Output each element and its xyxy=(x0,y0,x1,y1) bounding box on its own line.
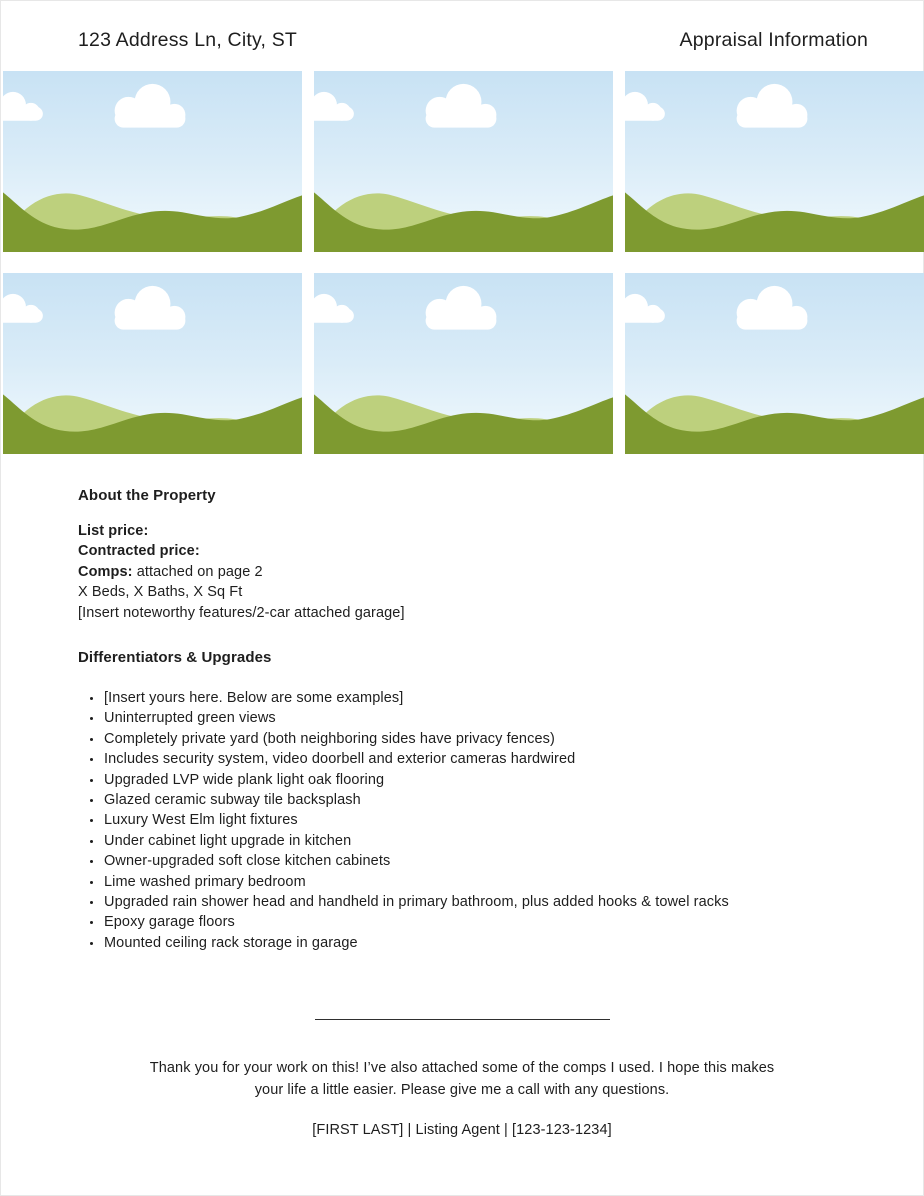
list-price-line: List price: xyxy=(78,523,149,539)
list-item: • Uninterrupted green views xyxy=(103,708,729,728)
property-details xyxy=(78,521,405,623)
list-item: • Mounted ceiling rack storage in garage xyxy=(103,933,729,953)
differentiators-list xyxy=(78,688,729,953)
photo-grid xyxy=(3,71,924,454)
contracted-price-line: Contracted price: xyxy=(78,543,200,560)
list-item: • Upgraded rain shower head and handheld in primary bathroom, plus added hooks & towel racks xyxy=(103,892,729,912)
differentiators-heading: Differentiators & Upgrades xyxy=(78,649,272,666)
list-item: • Glazed ceramic subway tile backsplash xyxy=(103,790,729,810)
landscape-image xyxy=(314,71,613,252)
thank-you-line-1: Thank you for your work on this! I’ve also attached some of the comps I used. I hope this makes xyxy=(149,1060,775,1076)
landscape-image xyxy=(3,71,302,252)
photo-placeholder-3 xyxy=(625,71,924,252)
landscape-image xyxy=(3,273,302,454)
landscape-image xyxy=(314,273,613,454)
comps-line: Comps: attached on page 2 xyxy=(78,563,263,580)
list-item: • Upgraded LVP wide plank light oak flooring xyxy=(103,770,729,790)
document-header xyxy=(78,26,868,54)
features-line: [Insert noteworthy features/2-car attached garage] xyxy=(78,604,405,621)
photo-placeholder-2 xyxy=(314,71,613,252)
beds-baths-line: X Beds, X Baths, X Sq Ft xyxy=(78,584,243,601)
list-item: • Epoxy garage floors xyxy=(103,912,729,932)
thank-you-note xyxy=(0,1058,924,1101)
list-item: • Under cabinet light upgrade in kitchen xyxy=(103,831,729,851)
photo-placeholder-6 xyxy=(625,273,924,454)
photo-placeholder-1 xyxy=(3,71,302,252)
list-item: • Completely private yard (both neighboring sides have privacy fences) xyxy=(103,729,729,749)
list-item: • Includes security system, video doorbell and exterior cameras hardwired xyxy=(103,749,729,769)
photo-placeholder-4 xyxy=(3,273,302,454)
list-item: • [Insert yours here. Below are some examples] xyxy=(103,688,729,708)
agent-signature: [FIRST LAST] | Listing Agent | [123-123-1234] xyxy=(312,1122,612,1138)
photo-placeholder-5 xyxy=(314,273,613,454)
landscape-image xyxy=(625,71,924,252)
landscape-image xyxy=(625,273,924,454)
thank-you-line-2: your life a little easier. Please give me a call with any questions. xyxy=(254,1081,670,1098)
document-title: Appraisal Information xyxy=(679,29,868,51)
signature-divider-line xyxy=(315,1019,610,1020)
about-heading: About the Property xyxy=(78,487,216,504)
list-item: • Lime washed primary bedroom xyxy=(103,872,729,892)
property-address: 123 Address Ln, City, ST xyxy=(78,29,298,51)
list-item: • Luxury West Elm light fixtures xyxy=(103,810,729,830)
list-item: • Owner-upgraded soft close kitchen cabinets xyxy=(103,851,729,871)
